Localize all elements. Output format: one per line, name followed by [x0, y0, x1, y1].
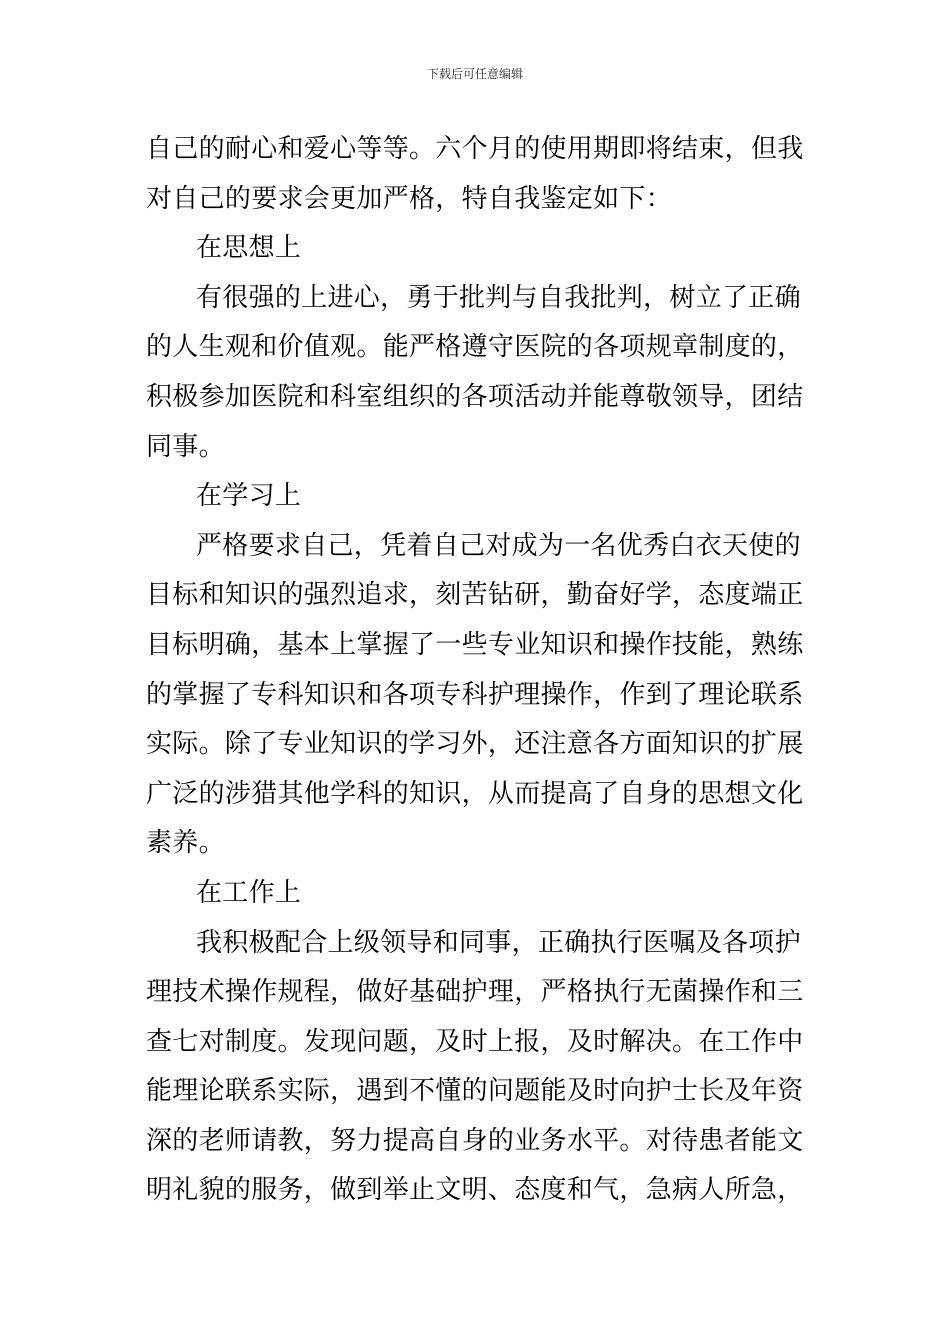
text-line: 有很强的上进心，勇于批判与自我批判，树立了正确: [196, 282, 801, 313]
document-body: [146, 125, 811, 1216]
text-line: 深的老师请教，努力提高自身的业务水平。对待患者能文: [146, 1125, 804, 1156]
text-line: 积极参加医院和科室组织的各项活动并能尊敬领导，团结: [146, 381, 804, 412]
text-line: 目标明确，基本上掌握了一些专业知识和操作技能，熟练: [146, 629, 804, 660]
text-line: 我积极配合上级领导和同事，正确执行医嘱及各项护: [196, 927, 801, 958]
text-line: 在学习上: [196, 481, 302, 512]
text-line: 自己的耐心和爱心等等。六个月的使用期即将结束，但我: [146, 134, 804, 164]
text-line: 查七对制度。发现问题，及时上报，及时解决。在工作中: [146, 1026, 804, 1057]
text-line: 的人生观和价值观。能严格遵守医院的各项规章制度的，: [146, 332, 804, 363]
text-line: 理技术操作规程，做好基础护理，严格执行无菌操作和三: [146, 977, 804, 1008]
text-line: 对自己的要求会更加严格，特自我鉴定如下：: [146, 183, 673, 214]
text-line: 目标和知识的强烈追求，刻苦钻研，勤奋好学，态度端正: [146, 580, 804, 611]
text-line: 素养。: [146, 828, 225, 859]
text-line: 严格要求自己，凭着自己对成为一名优秀白衣天使的: [196, 530, 801, 561]
text-line: 广泛的涉猎其他学科的知识，从而提高了自身的思想文化: [146, 778, 804, 809]
text-line: 实际。除了专业知识的学习外，还注意各方面知识的扩展: [146, 729, 804, 760]
text-line: 在工作上: [196, 877, 302, 908]
text-line: 的掌握了专科知识和各项专科护理操作，作到了理论联系: [146, 679, 804, 710]
page-header: 下载后可任意编辑: [426, 67, 523, 81]
text-line: 明礼貌的服务，做到举止文明、态度和气，急病人所急，: [146, 1175, 804, 1206]
text-line: 能理论联系实际，遇到不懂的问题能及时向护士长及年资: [146, 1076, 804, 1107]
text-line: 在思想上: [196, 233, 302, 264]
text-line: 同事。: [146, 431, 225, 462]
